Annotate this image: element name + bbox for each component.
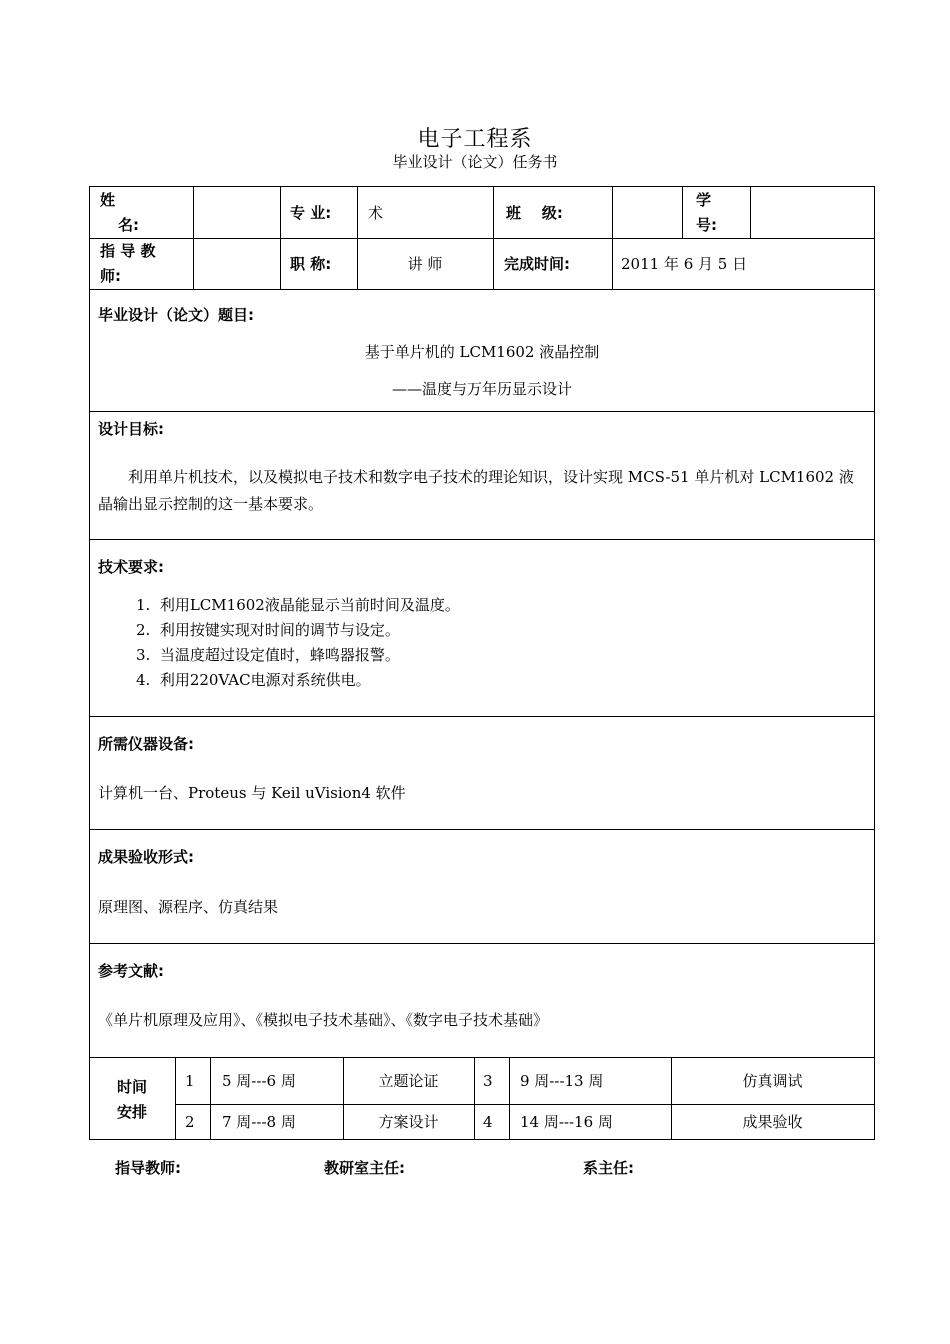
col-divider	[493, 186, 494, 289]
row-divider	[89, 411, 875, 412]
schedule-period: 14 周---16 周	[520, 1113, 613, 1131]
goal-label: 设计目标:	[98, 420, 164, 438]
title-label: 职 称:	[290, 255, 332, 273]
page-subtitle: 毕业设计（论文）任务书	[392, 153, 558, 171]
table-border-left	[89, 186, 90, 1139]
row-divider	[89, 829, 875, 830]
requirement-item: 2. 利用按键实现对时间的调节与设定。	[136, 621, 400, 639]
table-border-right	[874, 186, 875, 1139]
col-divider	[612, 186, 613, 289]
row-divider	[89, 238, 875, 239]
requirement-item: 3. 当温度超过设定值时，蜂鸣器报警。	[136, 646, 400, 664]
table-border-bottom	[89, 1139, 875, 1140]
advisor-label-2: 师:	[100, 267, 121, 285]
col-divider	[750, 186, 751, 238]
requirements-label: 技术要求:	[98, 558, 164, 576]
major-label: 专 业:	[290, 204, 332, 222]
title-value: 讲 师	[407, 255, 443, 273]
col-divider	[280, 186, 281, 289]
equipment-text: 计算机一台、Proteus 与 Keil uVision4 软件	[98, 784, 406, 802]
student-no-label: 学	[696, 191, 712, 209]
schedule-task: 成果验收	[742, 1113, 803, 1131]
footer-dept-head-label: 系主任:	[583, 1159, 634, 1177]
requirement-item: 1. 利用LCM1602液晶能显示当前时间及温度。	[136, 596, 460, 614]
references-label: 参考文献:	[98, 962, 164, 980]
schedule-task: 立题论证	[378, 1072, 439, 1090]
schedule-period: 9 周---13 周	[520, 1072, 604, 1090]
schedule-label-2: 安排	[116, 1103, 147, 1121]
col-divider	[193, 186, 194, 289]
col-divider	[210, 1057, 211, 1139]
table-border-top	[89, 186, 875, 187]
row-divider	[89, 539, 875, 540]
deadline-label: 完成时间:	[504, 255, 570, 273]
schedule-no: 4	[483, 1113, 493, 1131]
col-divider	[509, 1057, 510, 1139]
topic-line-1: 基于单片机的 LCM1602 液晶控制	[364, 343, 600, 361]
col-divider	[175, 1057, 176, 1139]
topic-line-2: ——温度与万年历显示设计	[391, 380, 572, 398]
acceptance-text: 原理图、源程序、仿真结果	[98, 898, 279, 916]
col-divider	[682, 186, 683, 238]
row-divider	[89, 943, 875, 944]
requirement-item: 4. 利用220VAC电源对系统供电。	[136, 671, 371, 689]
schedule-label: 时间	[116, 1078, 147, 1096]
schedule-period: 7 周---8 周	[222, 1113, 296, 1131]
class-label: 班 级:	[506, 204, 563, 222]
row-divider	[89, 1057, 875, 1058]
row-divider	[89, 716, 875, 717]
goal-text: 利用单片机技术，以及模拟电子技术和数字电子技术的理论知识，设计实现 MCS-51 单片机对 LCM1602 液晶输出显示控制的这一基本要求。	[98, 468, 854, 513]
schedule-row-divider	[175, 1104, 875, 1105]
acceptance-label: 成果验收形式:	[98, 848, 194, 866]
schedule-task: 仿真调试	[742, 1072, 803, 1090]
student-no-label-2: 号:	[696, 216, 717, 234]
major-value: 术	[368, 204, 384, 222]
advisor-label: 指 导 教	[100, 242, 156, 260]
references-text: 《单片机原理及应用》、《模拟电子技术基础》、《数字电子技术基础》	[98, 1011, 549, 1029]
schedule-no: 2	[185, 1113, 195, 1131]
row-divider	[89, 289, 875, 290]
schedule-period: 5 周---6 周	[222, 1072, 296, 1090]
schedule-no: 1	[185, 1072, 195, 1090]
topic-label: 毕业设计（论文）题目:	[98, 306, 254, 324]
footer-director-label: 教研室主任:	[324, 1159, 405, 1177]
col-divider	[474, 1057, 475, 1139]
name-label-2: 名:	[118, 216, 139, 234]
schedule-task: 方案设计	[378, 1113, 439, 1131]
footer-advisor-label: 指导教师:	[115, 1159, 181, 1177]
page-title: 电子工程系	[417, 127, 533, 152]
equipment-label: 所需仪器设备:	[98, 735, 194, 753]
deadline-value: 2011 年 6 月 5 日	[621, 255, 748, 273]
schedule-no: 3	[483, 1072, 493, 1090]
name-label: 姓	[100, 191, 116, 209]
